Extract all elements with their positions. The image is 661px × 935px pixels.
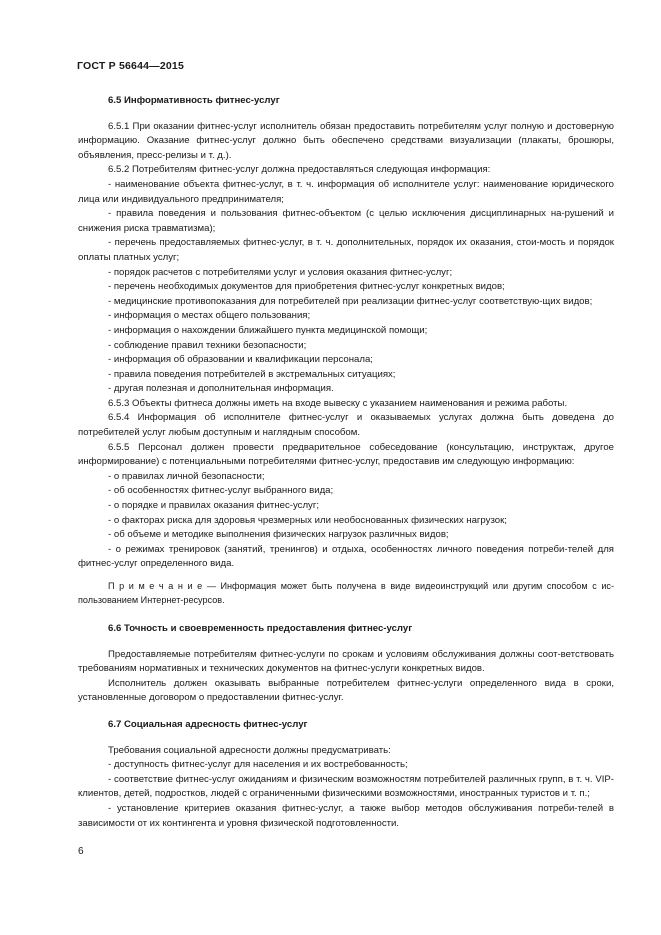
paragraph: 6.5.1 При оказании фитнес-услуг исполнитель обязан предоставить потребителям услуг полную и достоверную информацию. Оказание фитнес-услуг должно быть обеспечено средствами визуализации (плакаты, брошюры, объявления, пресс-релизы и т. д.). <box>78 120 614 161</box>
section-heading: 6.6 Точность и своевременность предоставления фитнес-услуг <box>108 623 413 634</box>
paragraph: Требования социальной адресности должны предусматривать: <box>108 744 391 756</box>
note: П р и м е ч а н и е — Информация может быть получена в виде видеоинструкций или другим способом с ис-пользованием Интернет-ресурсов. <box>78 581 614 605</box>
list-item: - о режимах тренировок (занятий, тренингов) и отдыха, особенностях личного поведения потреби-телей для фитнес-услуг определенного вида. <box>78 543 614 570</box>
list-item: - перечень необходимых документов для приобретения фитнес-услуг конкретных видов; <box>108 281 505 293</box>
list-item: - медицинские противопоказания для потребителей при реализации фитнес-услуг соответствую-щих видов; <box>108 295 593 307</box>
document-body <box>78 94 614 831</box>
document-header: ГОСТ Р 56644—2015 <box>77 60 185 72</box>
list-item: - доступность фитнес-услуг для населения и их востребованность; <box>108 759 408 771</box>
list-item: - наименование объекта фитнес-услуг, в т. ч. информация об исполнителе услуг: наименование юридического лица или индивидуального предпринимателя; <box>78 178 614 205</box>
list-item: - о факторах риска для здоровья чрезмерных или необоснованных физических нагрузок; <box>108 514 507 526</box>
list-item: - об особенностях фитнес-услуг выбранного вида; <box>108 485 334 497</box>
spacer <box>78 607 614 622</box>
paragraph: 6.5.3 Объекты фитнеса должны иметь на входе вывеску с указанием наименования и режима работы. <box>108 397 568 409</box>
paragraph: 6.5.2 Потребителям фитнес-услуг должна предоставляться следующая информация: <box>108 164 491 176</box>
section-heading: 6.7 Социальная адресность фитнес-услуг <box>108 718 308 730</box>
section-heading: 6.5 Информативность фитнес-услуг <box>108 95 280 106</box>
paragraph: 6.5.4 Информация об исполнителе фитнес-услуг и оказываемых услугах должна быть доведена до потребителей услуг любым доступным и наглядным способом. <box>78 412 614 439</box>
section-6-6 <box>78 622 614 706</box>
list-item: - порядок расчетов с потребителями услуг и условия оказания фитнес-услуг; <box>108 266 453 278</box>
paragraph: 6.5.5 Персонал должен провести предварительное собеседование (консультацию, инструктаж, другое информирование) с потенциальными потребителями фитнес-услуг, предоставив им следующую информацию: <box>78 441 614 468</box>
paragraph: Исполнитель должен оказывать выбранные потребителем фитнес-услуги определенного вида в сроки, установленные договором о предоставлении фитнес-услуг. <box>78 677 614 704</box>
list-item: - соответствие фитнес-услуг ожиданиям и физическим возможностям потребителей различных групп, в т. ч. VIP-клиентов, детей, подростков, людей с ограниченными физическими возможностями, иностранных туристов и т. п.; <box>78 773 614 800</box>
list-item: - об объеме и методике выполнения физических нагрузок различных видов; <box>108 529 449 541</box>
list-item: - информация об образовании и квалификации персонала; <box>108 354 373 366</box>
page-number: 6 <box>78 846 84 857</box>
section-6-7 <box>78 718 614 831</box>
list-item: - соблюдение правил техники безопасности; <box>108 339 307 351</box>
list-item: - установление критериев оказания фитнес-услуг, а также выбор методов обслуживания потреби-телей в зависимости от их контингента и уровня физической подготовленности. <box>78 802 614 829</box>
list-item: - правила поведения и пользования фитнес-объектом (с целью исключения дисциплинарных на-рушений и снижения риска травматизма); <box>78 208 614 234</box>
list-item: - информация о местах общего пользования; <box>108 310 311 322</box>
list-item: - другая полезная и дополнительная информация. <box>108 383 334 395</box>
list-item: - о порядке и правилах оказания фитнес-услуг; <box>108 500 320 512</box>
list-item: - перечень предоставляемых фитнес-услуг, в т. ч. дополнительных, порядок их оказания, стои-мость и порядок оплаты платных услуг; <box>78 237 614 263</box>
list-item: - о правилах личной безопасности; <box>108 470 265 482</box>
section-6-5 <box>78 94 614 607</box>
paragraph: Предоставляемые потребителям фитнес-услуги по срокам и условиям обслуживания должны соот-ветствовать требованиям нормативных и технических документов на фитнес-услуги конкретных видов. <box>78 648 614 675</box>
list-item: - правила поведения потребителей в экстремальных ситуациях; <box>108 368 396 380</box>
list-item: - информация о нахождении ближайшего пункта медицинской помощи; <box>108 324 428 336</box>
spacer <box>78 706 614 718</box>
